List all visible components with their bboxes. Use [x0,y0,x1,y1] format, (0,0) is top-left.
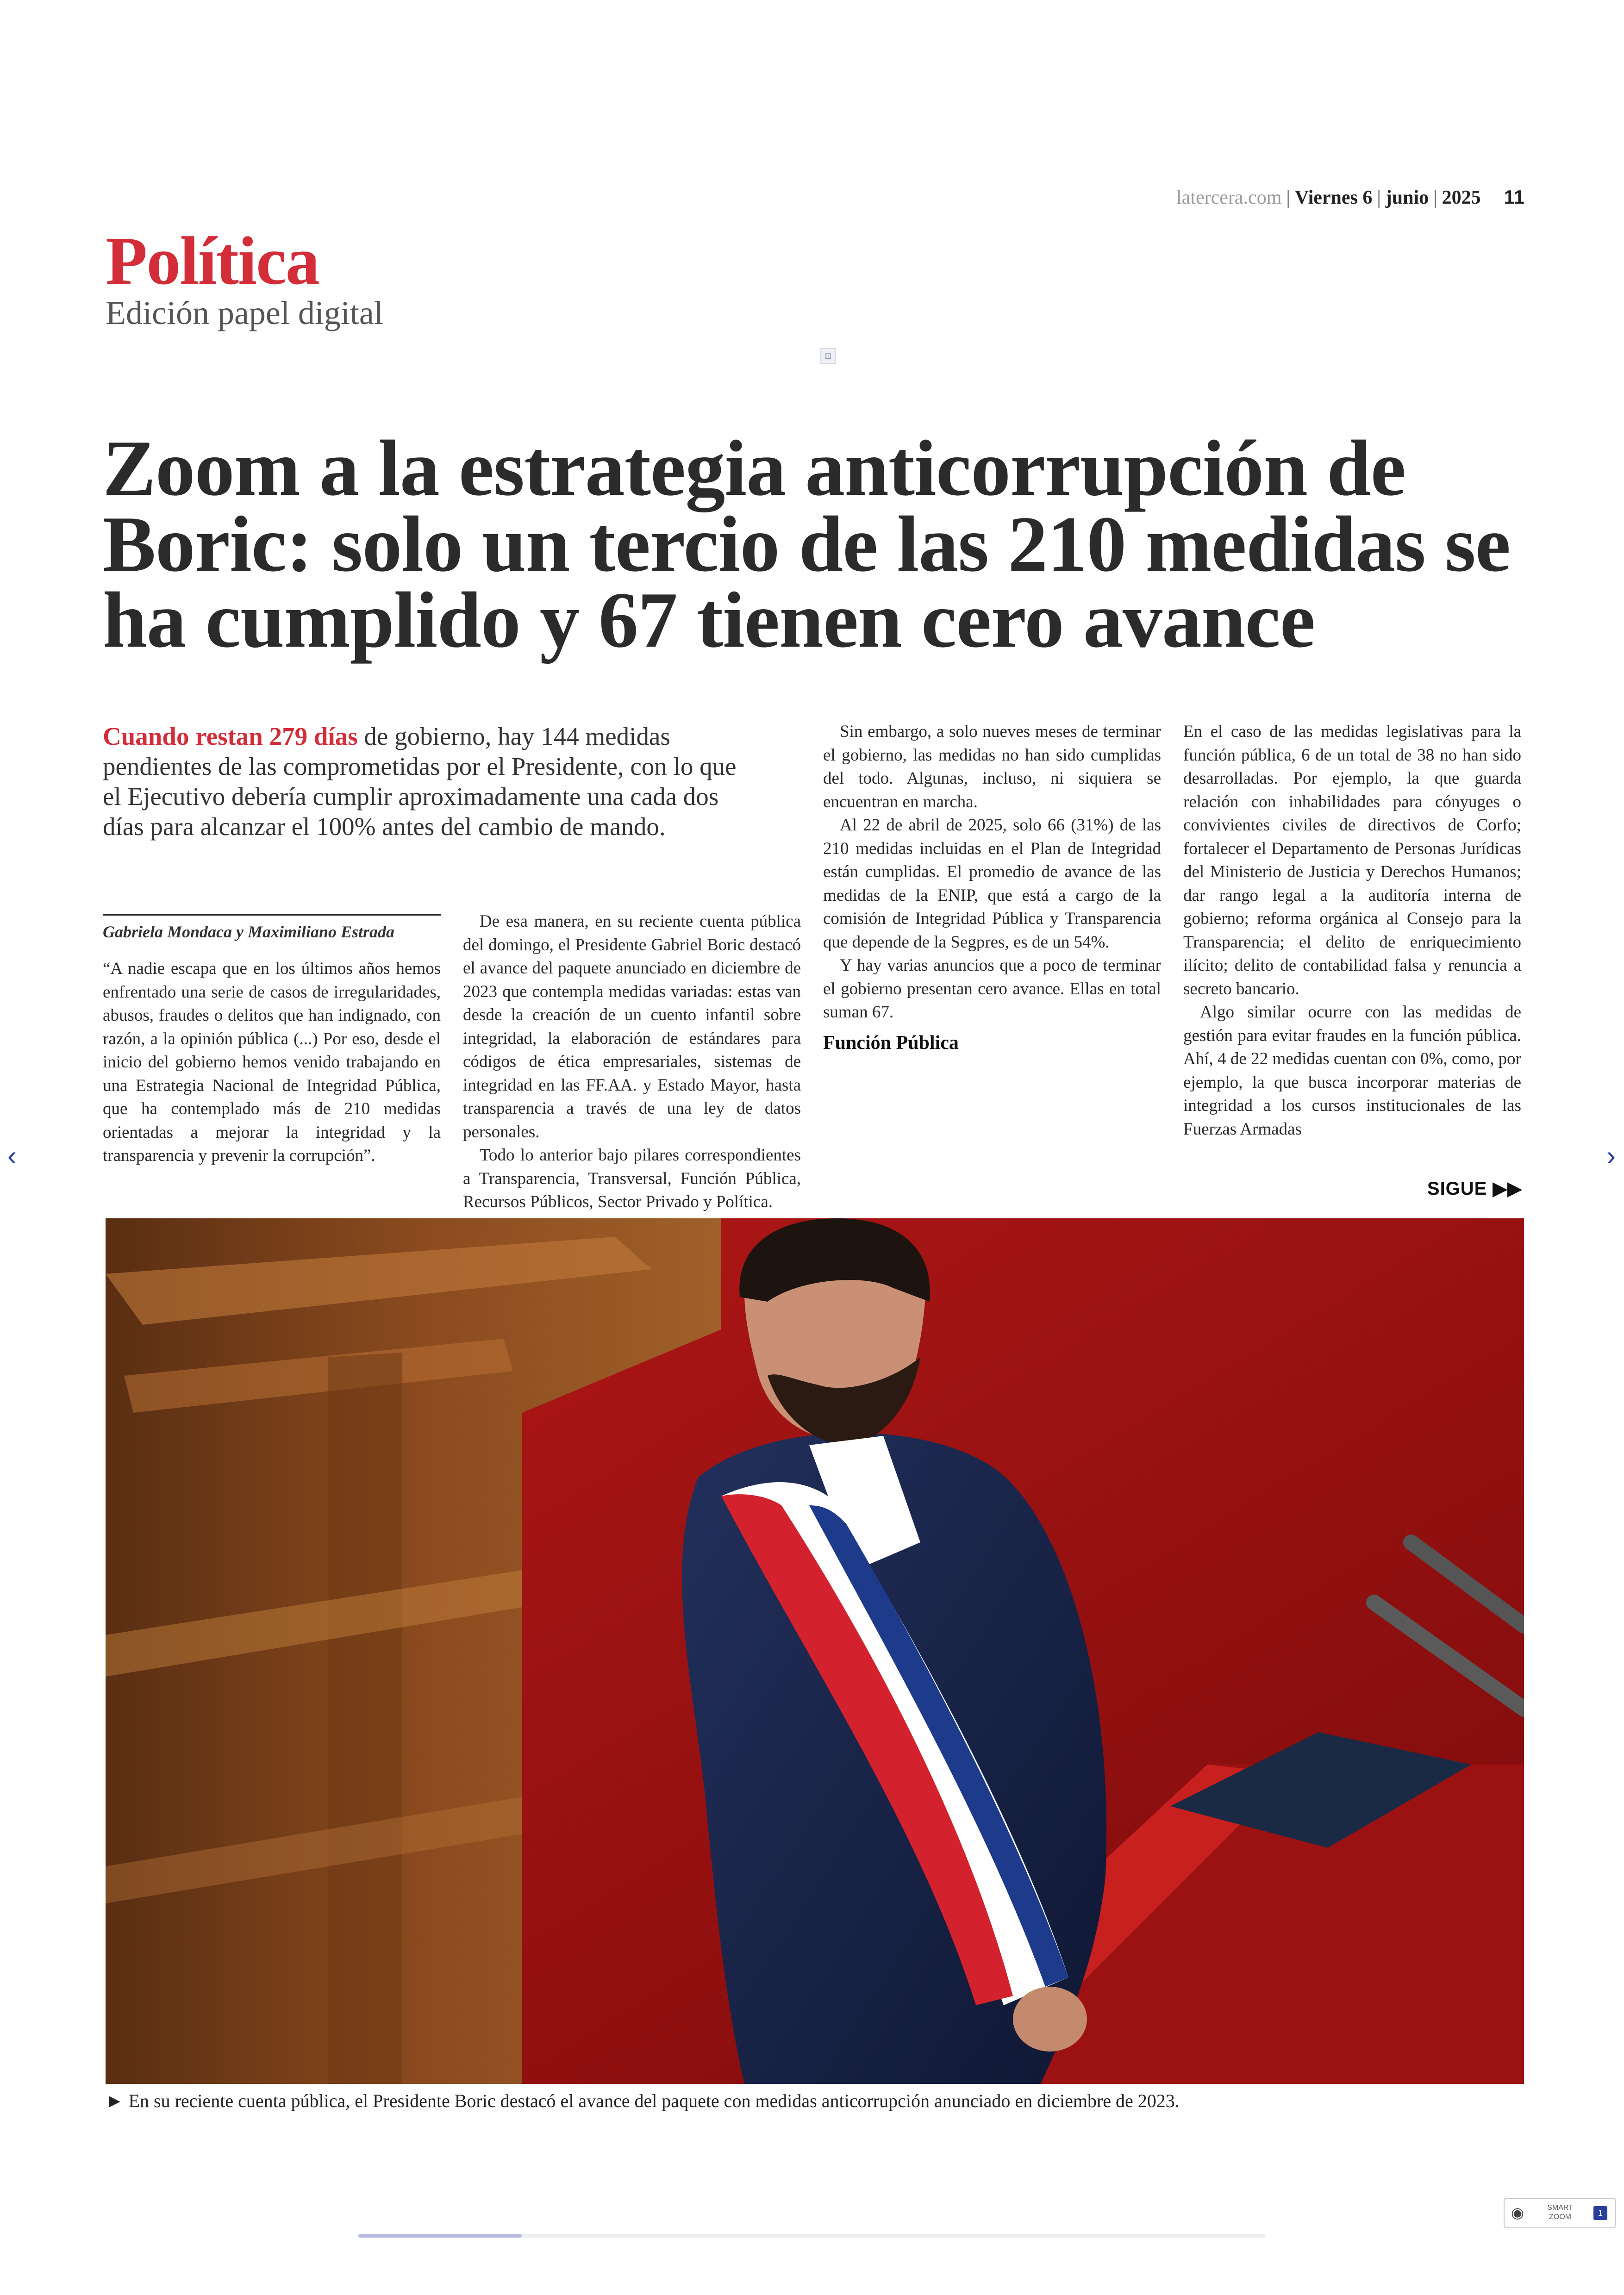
article-photo [106,1218,1524,2084]
paragraph: Todo lo anterior bajo pilares correspondientes a Transparencia, Transversal, Función Pública, Recursos Públicos, Sector Privado y Política. [463,1146,801,1211]
smart-zoom-badge: 1 [1593,2206,1607,2220]
smart-zoom-button[interactable] [1504,2198,1616,2228]
page-number: 11 [1504,186,1524,208]
column-4 [1183,720,1521,1141]
edition-label: Edición papel digital [106,294,383,331]
previous-page-button[interactable]: ‹ [7,1140,17,1171]
next-page-button[interactable]: › [1606,1140,1616,1171]
paragraph: Y hay varias anuncios que a poco de terminar el gobierno presentan cero avance. Ellas en total suman 67. [823,956,1161,1022]
page-progress-fill [358,2234,522,2238]
paragraph: “A nadie escapa que en los últimos años hemos enfrentado una serie de casos de irregularidades, abusos, fraudes o delitos que han indignado, con razón, a la opinión pública (...) Por eso, desde el inicio del gobierno hemos venido trabajando en una Estrategia Nacional de Integridad Pública, que ha contemplado más de 210 medidas orientadas a mejorar la integridad y la transparencia y prevenir la corrupción”. [103,959,441,1165]
dateline: latercera.com | Viernes 6 | junio | 2025 11 [1176,186,1524,208]
date-month: junio [1385,187,1429,208]
eye-icon: ◉ [1511,2204,1524,2221]
smart-zoom-label: SMART ZOOM [1547,2204,1573,2221]
paragraph: Sin embargo, a solo nueves meses de terminar el gobierno, las medidas no han sido cumplidas del todo. Algunas, incluso, ni siquiera se encuentran en marcha. [823,722,1161,811]
site-name: latercera.com [1176,187,1282,208]
paragraph: Al 22 de abril de 2025, solo 66 (31%) de las 210 medidas incluidas en el Plan de Integridad están cumplidas. El promedio de avance de las medidas de la ENIP, que está a cargo de la comisión de Integridad Pública y Transparencia que depende de la Segpres, es de un 54%. [823,816,1161,952]
image-placeholder-icon: ⊡ [820,348,836,364]
lead-highlight: Cuando restan 279 días [103,722,358,750]
date-day: Viernes 6 [1294,187,1373,208]
column-2 [463,910,801,1214]
continue-label: SIGUE ▶▶ [1427,1179,1522,1199]
byline: Gabriela Mondaca y Maximiliano Estrada [103,914,441,942]
article-headline: Zoom a la estrategia anticorrupción de Boric: solo un tercio de las 210 medidas se ha cumplido y 67 tienen cero avance [103,424,1511,664]
photo-illustration [106,1218,1524,2084]
column-3 [823,720,1161,1056]
date-year: 2025 [1442,187,1481,208]
subhead: Función Pública [823,1032,959,1054]
lead-text: de gobierno, hay 144 medidas pendientes de las comprometidas por el Presidente, con lo que el Ejecutivo debería cumplir aproximadamente una cada dos días para alcanzar el 100% antes del cambio de mando. [103,722,737,841]
paragraph: Algo similar ocurre con las medidas de gestión para evitar fraudes en la función pública. Ahí, 4 de 22 medidas cuentan con 0%, como, por ejemplo, la que busca incorporar materias de integridad a los cursos institucionales de las Fuerzas Armadas [1183,1003,1521,1139]
article-lead [103,721,742,842]
paragraph: En el caso de las medidas legislativas para la función pública, 6 de un total de 38 no han sido desarrolladas. Por ejemplo, la que guarda relación con inhabilidades para cónyuges o convivientes civiles de directivos de Corfo; fortalecer el Departamento de Personas Jurídicas del Ministerio de Justicia y Derechos Humanos; dar rango legal a la auditoría interna de gobierno; reforma orgánica al Consejo para la Transparencia; el delito de enriquecimiento ilícito; delito de contabilidad falsa y renuncia a secreto bancario. [1183,722,1521,998]
column-1 [103,957,441,1168]
page-progress-bar[interactable] [358,2234,1266,2238]
paragraph: De esa manera, en su reciente cuenta pública del domingo, el Presidente Gabriel Boric destacó el avance del paquete anunciado en diciembre de 2023 que contempla medidas variadas: estas van desde la creación de un cuento infantil sobre integridad, la elaboración de estándares para códigos de ética empresariales, sistemas de integridad en las FF.AA. y Estado Mayor, hasta transparencia a través de una ley de datos personales. [463,912,801,1141]
photo-caption: ► En su reciente cuenta pública, el Presidente Boric destacó el avance del paquete con medidas anticorrupción anunciado en diciembre de 2023. [106,2090,1180,2111]
section-title: Política [106,223,319,299]
